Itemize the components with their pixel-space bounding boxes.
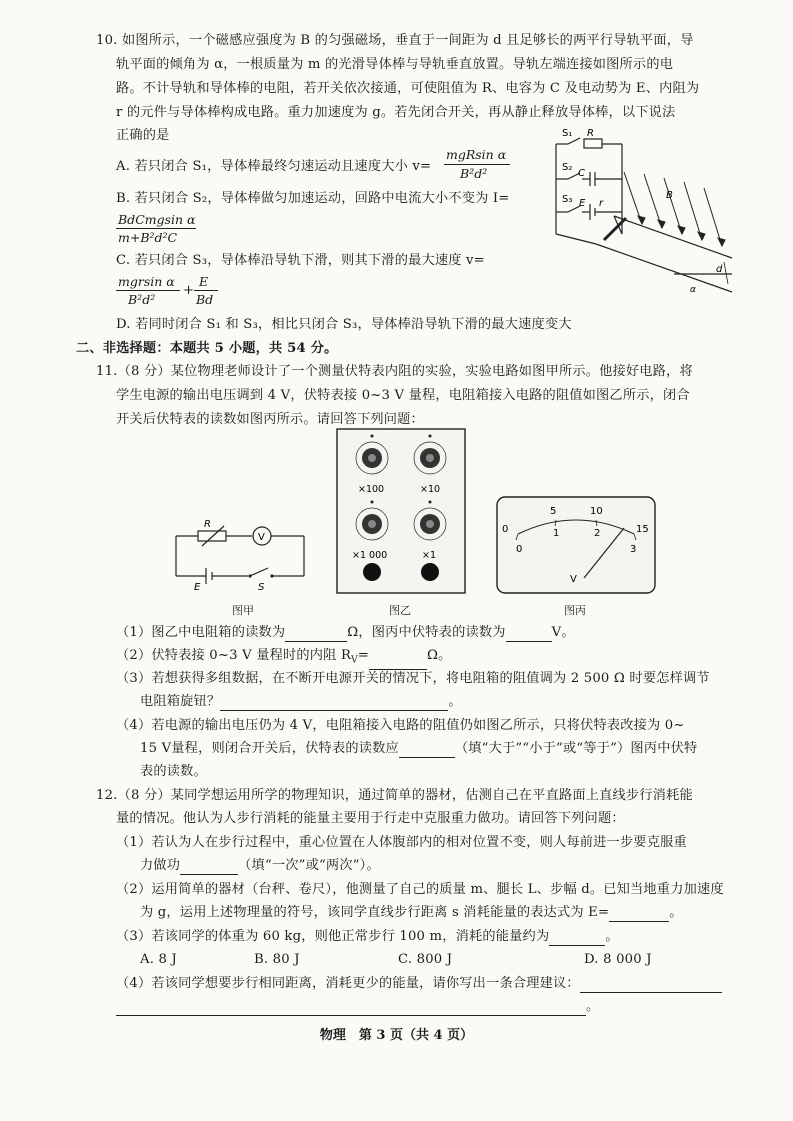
fig-bing-top-10: 10 (590, 506, 603, 517)
q10-a-fraction-bar (444, 164, 510, 165)
q10-option-a: A. 若只闭合 S₁，导体棒最终匀速运动且速度大小 v= (116, 159, 432, 174)
q10-c-numerator-2: E (199, 274, 209, 289)
q10-circuit-figure (546, 124, 738, 296)
q11-line-2: 学生电源的输出电压调到 4 V，伏特表接 0~3 V 量程，电阻箱接入电路的阻值如图乙所示，闭合 (116, 388, 690, 403)
q10-line-5: 正确的是 (116, 128, 170, 143)
q12-option-d: D. 8 000 J (584, 952, 652, 967)
fig-yi-resistance-box (336, 428, 466, 594)
q11-part-4-line-2: 15 V量程，则闭合开关后，伏特表的读数应 （填“大于”“小于”或“等于”）图丙中伏特 (140, 741, 698, 756)
fig10-r-internal-label: r (599, 198, 604, 209)
q11-part-3-blank[interactable] (220, 696, 448, 711)
fig10-d-label: d (716, 264, 723, 275)
q12-part-1-line-1: （1）若认为人在步行过程中，重心位置在人体腹部内的相对位置不变，则人每前进一步要克服重 (116, 835, 687, 850)
fig-bing-unit: V (570, 574, 577, 585)
q10-b-numerator: BdCmgsin α (118, 212, 196, 227)
fig-yi-caption: 图乙 (389, 604, 411, 617)
q10-a-numerator: mgRsin α (446, 147, 507, 162)
q10-c-denominator: B²d² (128, 292, 156, 307)
q12-part-4-blank-a[interactable] (580, 978, 722, 993)
q11-part-3-line-1: （3）若想获得多组数据，在不断开电源开关的情况下，将电阻箱的阻值调为 2 500 Ω 时要怎样调节 (116, 671, 710, 686)
q10-c-plus: + (183, 283, 195, 298)
q12-part-4-line-2: 。 (116, 998, 599, 1016)
q10-option-c: C. 若只闭合 S₃，导体棒沿导轨下滑，则其下滑的最大速度 v= (116, 253, 485, 268)
fig-jia-circuit (172, 514, 312, 594)
q11-part-2-blank[interactable] (369, 655, 427, 670)
q10-b-denominator: m+B²d²C (118, 230, 178, 245)
q10-line-1: 10. 如图所示，一个磁感应强度为 B 的匀强磁场，垂直于一间距为 d 且足够长的两平行导轨平面，导 (96, 33, 694, 48)
fig10-alpha-label: α (690, 285, 696, 295)
q12-part-2-line-2: 为 g，运用上述物理量的符号，该同学直线步行距离 s 消耗能量的表达式为 E= 。 (140, 905, 683, 920)
q11-line-1: 11.（8 分）某位物理老师设计了一个测量伏特表内阻的实验，实验电路如图甲所示。他接好电路，将 (96, 364, 693, 379)
q10-c-numerator: mgrsin α (118, 274, 175, 289)
q12-part-4-blank-b[interactable] (116, 1001, 586, 1016)
q10-line-2: 轨平面的倾角为 α，一根质量为 m 的光滑导体棒与导轨垂直放置。导轨左端连接如图所示的电 (116, 57, 674, 72)
q12-option-c: C. 800 J (398, 952, 453, 967)
fig10-r-label: R (587, 128, 594, 139)
q12-option-a: A. 8 J (140, 952, 177, 967)
q12-part-1-line-2: 力做功 （填“一次”或“两次”）。 (140, 858, 380, 873)
fig-bing-top-0: 0 (502, 524, 509, 535)
q10-c-fraction-bar-2 (194, 290, 218, 291)
fig10-s3-label: S₃ (562, 194, 573, 205)
q12-part-2-line-1: （2）运用简单的器材（台秤、卷尺），他测量了自己的质量 m、腿长 L、步幅 d。已知当地重力加速度 (116, 882, 724, 897)
section-2-heading: 二、非选择题：本题共 5 小题，共 54 分。 (76, 341, 338, 356)
q11-part-4-line-3: 表的读数。 (140, 764, 207, 779)
q12-option-b: B. 80 J (254, 952, 300, 967)
page-footer: 物理 第 3 页（共 4 页） (319, 1028, 474, 1043)
fig-bing-bottom-2: 2 (594, 528, 601, 539)
q10-c-fraction-bar (116, 290, 180, 291)
fig10-c-label: C (578, 168, 585, 179)
q11-part-1-blank-b[interactable] (506, 627, 552, 642)
q10-line-4: r 的元件与导体棒构成电路。重力加速度为 g。若先闭合开关，再从静止释放导体棒，以下说法 (116, 105, 676, 120)
fig-jia-e-label: E (194, 582, 201, 593)
fig-bing-bottom-3: 3 (630, 544, 637, 555)
fig-yi-x100-label: ×100 (358, 484, 385, 495)
q11-part-1: （1）图乙中电阻箱的读数为 Ω，图丙中伏特表的读数为 V。 (116, 625, 575, 640)
fig-bing-bottom-0: 0 (516, 544, 523, 555)
q12-line-1: 12.（8 分）某同学想运用所学的物理知识，通过简单的器材，估测自己在平直路面上直线步行消耗能 (96, 788, 693, 803)
fig10-b-label: B (666, 190, 673, 201)
fig-bing-top-15: 15 (636, 524, 649, 535)
fig10-s2-label: S₂ (562, 162, 573, 173)
q11-part-4-blank[interactable] (399, 743, 455, 758)
q10-a-denominator: B²d² (460, 166, 488, 181)
fig-bing-bottom-1: 1 (553, 528, 560, 539)
q12-part-1-blank[interactable] (180, 860, 238, 875)
fig-bing-caption: 图丙 (564, 604, 586, 617)
fig-jia-r-label: R (204, 519, 211, 530)
fig-bing-voltmeter (496, 496, 656, 594)
q11-line-3: 开关后伏特表的读数如图丙所示。请回答下列问题： (116, 412, 424, 427)
q12-part-3-blank[interactable] (549, 931, 605, 946)
fig-yi-x1000-label: ×1 000 (352, 550, 388, 561)
fig-jia-caption: 图甲 (232, 604, 254, 617)
q11-part-4-line-1: （4）若电源的输出电压仍为 4 V，电阻箱接入电路的阻值仍如图乙所示，只将伏特表改接为 0~ (116, 718, 685, 733)
q10-option-b: B. 若只闭合 S₂，导体棒做匀加速运动，回路中电流大小不变为 I= (116, 191, 510, 206)
q11-part-2: （2）伏特表接 0~3 V 量程时的内阻 $R_V= \Omega$。 (116, 647, 452, 670)
q12-line-2: 量的情况。他认为人步行消耗的能量主要用于行走中克服重力做功。请回答下列问题： (116, 811, 625, 826)
fig-jia-s-label: S (258, 582, 265, 593)
q12-part-4-line-1: （4）若该同学想要步行相同距离，消耗更少的能量，请你写出一条合理建议： (116, 975, 722, 993)
q12-part-2-blank[interactable] (609, 907, 669, 922)
q10-line-3: 路。不计导轨和导体棒的电阻，若开关依次接通，可使阻值为 R、电容为 C 及电动势为 E、内阻为 (116, 81, 700, 96)
q11-part-1-blank-a[interactable] (285, 627, 347, 642)
q10-c-denominator-2: Bd (196, 292, 214, 307)
fig-bing-top-5: 5 (550, 506, 557, 517)
fig10-e-label: E (579, 198, 586, 209)
fig-yi-x10-label: ×10 (420, 484, 441, 495)
q11-part-3-line-2: 电阻箱旋钮？ 。 (140, 694, 462, 709)
fig10-s1-label: S₁ (562, 128, 573, 139)
q12-part-3: （3）若该同学的体重为 60 kg，则他正常步行 100 m，消耗的能量约为 。 (116, 929, 619, 944)
fig-jia-v-label: V (258, 532, 265, 543)
fig-yi-x1-label: ×1 (422, 550, 437, 561)
q10-b-fraction-bar (116, 228, 196, 229)
q10-option-d: D. 若同时闭合 S₁ 和 S₃，相比只闭合 S₃，导体棒沿导轨下滑的最大速度变大 (116, 317, 572, 332)
